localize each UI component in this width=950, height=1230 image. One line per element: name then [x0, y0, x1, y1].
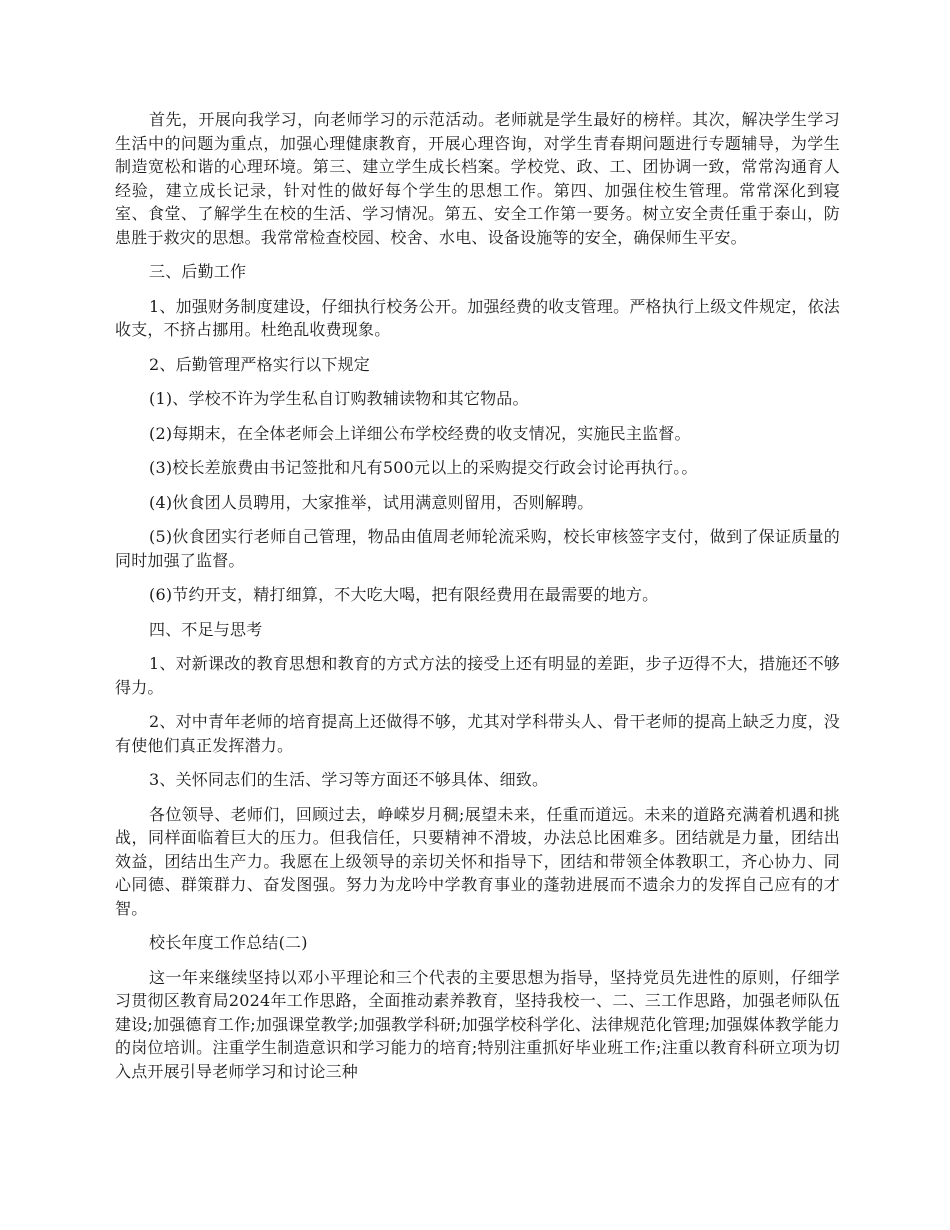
rule-item-1: (1)、学校不许为学生私自订购教辅读物和其它物品。: [149, 389, 529, 408]
paragraph-model-activities: 首先，开展向我学习，向老师学习的示范活动。老师就是学生最好的榜样。其次，解决学生学习生活中的问题为重点，加强心理健康教育，开展心理咨询，对学生青春期问题进行专题辅导，为学生制造宽松和谐的心理环境。第三、建立学生成长档案。学校党、政、工、团协调一致，常常沟通育人经验，建立成长记录，针对性的做好每个学生的思想工作。第四、加强住校生管理。常常深化到寝室、食堂、了解学生在校的生活、学习情况。第五、安全工作第一要务。树立安全责任重于泰山，防患胜于救灾的思想。我常常检查校园、校舍、水电、设备设施等的安全，确保师生平安。: [115, 110, 840, 247]
paragraph-closing-remarks: 各位领导、老师们，回顾过去，峥嵘岁月稠;展望未来，任重而道远。未来的道路充满着机遇和挑战，同样面临着巨大的压力。但我信任，只要精神不滑坡，办法总比困难多。团结就是力量，团结出效益，团结出生产力。我愿在上级领导的亲切关怀和指导下，团结和带领全体教职工，齐心协力、同心同德、群策群力、奋发图强。努力为龙吟中学教育事业的蓬勃进展而不遗余力的发挥自己应有的才智。: [115, 804, 840, 918]
rule-item-4: (4)伙食团人员聘用，大家推举，试用满意则留用，否则解聘。: [149, 492, 594, 512]
paragraph-year-overview: 这一年来继续坚持以邓小平理论和三个代表的主要思想为指导，坚持党员先进性的原则，仔细学习贯彻区教育局2024年工作思路，全面推动素养教育，坚持我校一、二、三工作思路，加强老师队伍建设;加强德育工作;加强课堂教学;加强教学科研;加强学校科学化、法律规范化管理;加强媒体教学能力的岗位培训。注重学生制造意识和学习能力的培育;特别注重抓好毕业班工作;注重以教育科研立项为切入点开展引导老师学习和讨论三种: [115, 967, 840, 1081]
rule-item-2: (2)每期末，在全体老师会上详细公布学校经费的收支情况，实施民主监督。: [149, 423, 691, 443]
reflection-item-3: 3、关怀同志们的生活、学习等方面还不够具体、细致。: [149, 770, 549, 789]
document-body: [115, 108, 840, 1094]
reflection-item-1: 1、对新课改的教育思想和教育的方式方法的接受上还有明显的差距，步子迈得不大，措施还不够得力。: [115, 654, 840, 697]
paragraph-logistics-rules: 2、后勤管理严格实行以下规定: [149, 354, 370, 374]
section-heading-logistics: 三、后勤工作: [149, 262, 247, 281]
reflection-item-2: 2、对中青年老师的培育提高上还做得不够，尤其对学科带头人、骨干老师的提高上缺乏力度，没有使他们真正发挥潜力。: [115, 712, 840, 755]
rule-item-3: (3)校长差旅费由书记签批和凡有500元以上的采购提交行政会讨论再执行。。: [149, 458, 698, 477]
paragraph-finance-system: 1、加强财务制度建设，仔细执行校务公开。加强经费的收支管理。严格执行上级文件规定，依法收支，不挤占挪用。杜绝乱收费现象。: [115, 296, 840, 339]
document-subtitle: 校长年度工作总结(二): [149, 933, 308, 952]
rule-item-5: (5)伙食团实行老师自己管理，物品由值周老师轮流采购，校长审核签字支付，做到了保证质量的同时加强了监督。: [115, 527, 840, 570]
section-heading-reflection: 四、不足与思考: [149, 619, 263, 639]
rule-item-6: (6)节约开支，精打细算，不大吃大喝，把有限经费用在最需要的地方。: [149, 585, 659, 604]
